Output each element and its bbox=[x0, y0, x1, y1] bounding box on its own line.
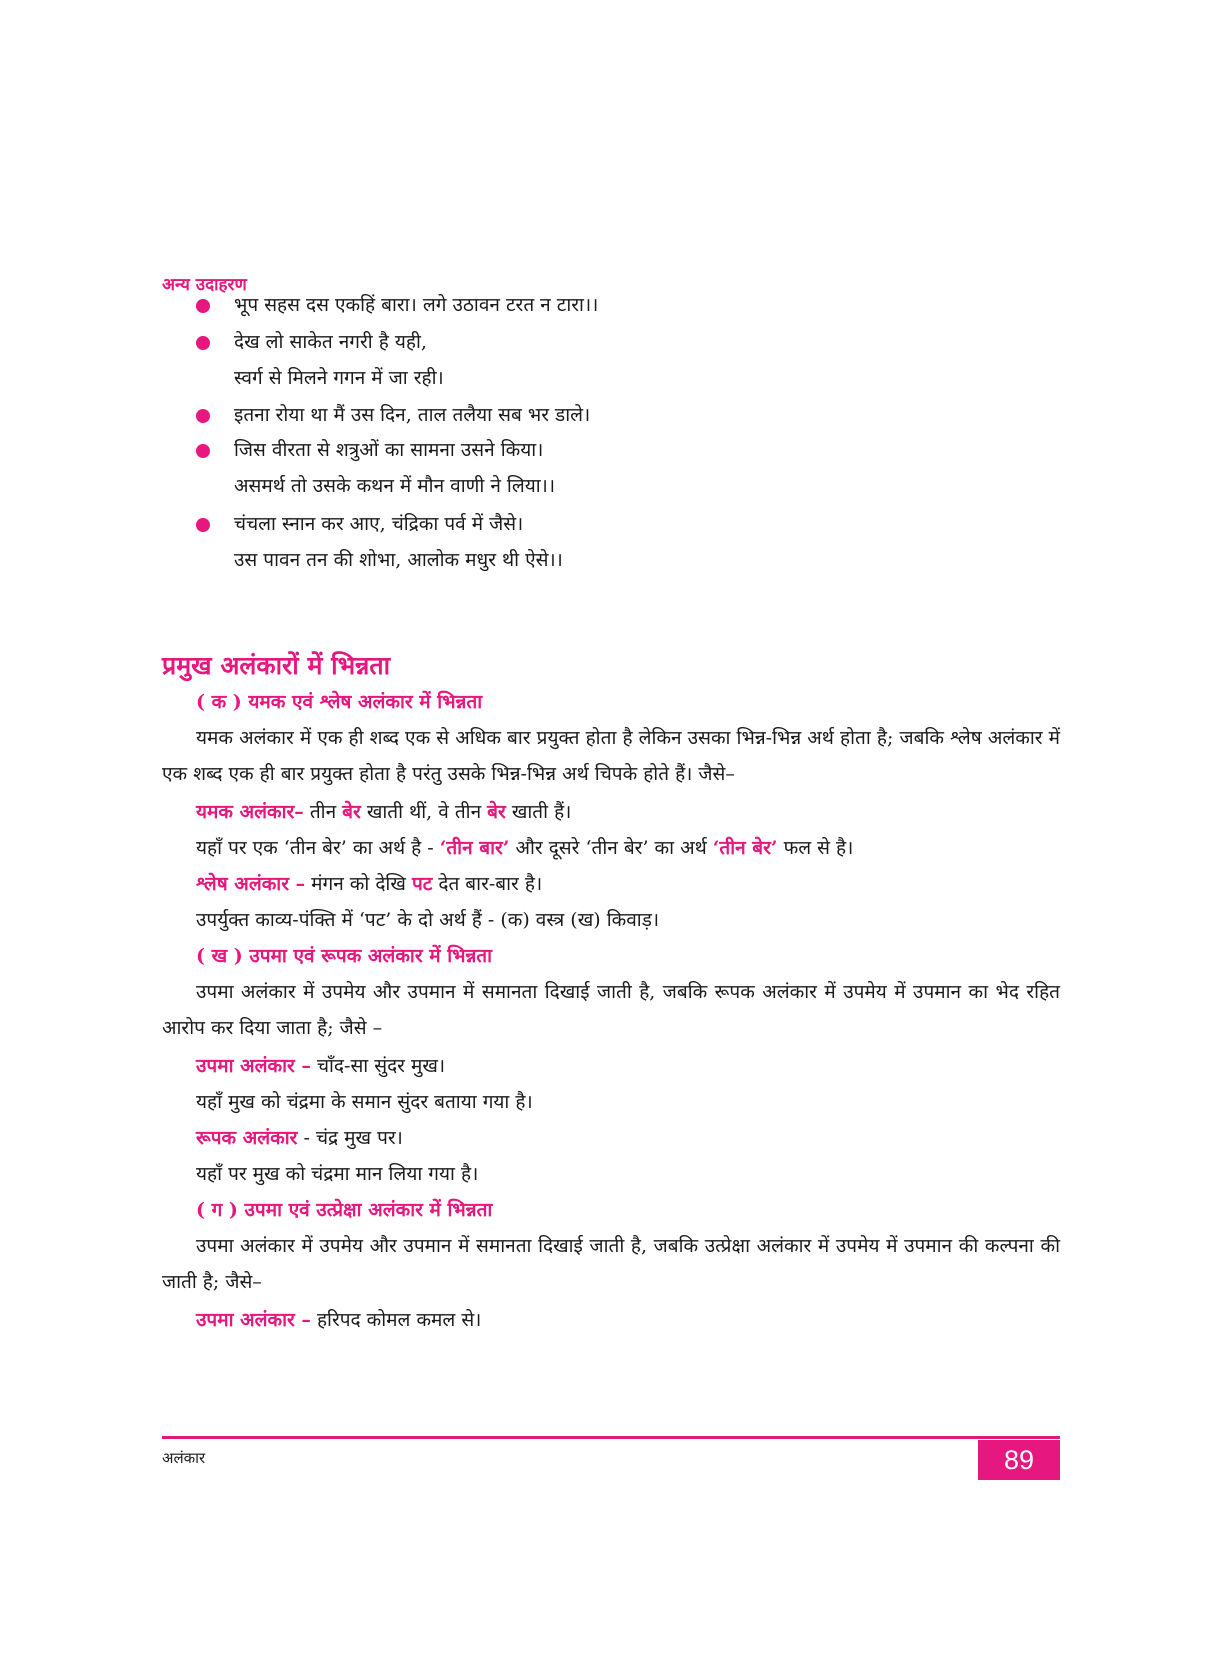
rupak-label: रूपक अलंकार bbox=[196, 1127, 298, 1149]
highlight-term: ‘तीन बेर’ bbox=[712, 837, 778, 859]
rupak-explanation: यहाँ पर मुख को चंद्रमा मान लिया गया है। bbox=[196, 1163, 479, 1185]
yamak-word: बेर bbox=[487, 801, 506, 823]
paragraph-ka: यमक अलंकार में एक ही शब्द एक से अधिक बार प्रयुक्त होता है लेकिन उसका भिन्न-भिन्न अर्थ होता है; जबकि श्लेष अलंकार में एक शब्द एक ही बार प्रयुक्त होता है परंतु उसके भिन्न-भिन्न अर्थ चिपके होते हैं। जैसे– bbox=[162, 727, 1060, 785]
explanation-text: फल से है। bbox=[777, 837, 854, 859]
shlesh-explanation: उपर्युक्त काव्य-पंक्ति में ‘पट’ के दो अर्थ हैं - (क) वस्त्र (ख) किवाड़। bbox=[196, 909, 660, 931]
bullet-dot-icon bbox=[196, 336, 210, 350]
rupak-text: - चंद्र मुख पर। bbox=[297, 1127, 403, 1149]
yamak-text: खाती हैं। bbox=[505, 801, 572, 823]
bullet-dot-icon bbox=[196, 444, 210, 458]
subheading-ka: ( क ) यमक एवं श्लेष अलंकार में भिन्नता bbox=[196, 691, 483, 713]
page-number: 89 bbox=[978, 1440, 1060, 1480]
highlight-term: ‘तीन बार’ bbox=[439, 837, 510, 859]
bullet-dot-icon bbox=[196, 518, 210, 532]
bullet-line: इतना रोया था मैं उस दिन, ताल तलैया सब भर डाले। bbox=[234, 404, 591, 426]
footer-chapter-title: अलंकार bbox=[162, 1449, 206, 1467]
footer-divider bbox=[162, 1436, 1060, 1439]
bullet-line: भूप सहस दस एकहिं बारा। लगे उठावन टरत न टारा।। bbox=[234, 294, 599, 316]
bullet-dot-icon bbox=[196, 409, 210, 423]
rupak-example bbox=[196, 1124, 403, 1150]
shlesh-word: पट bbox=[411, 873, 433, 895]
other-examples-label: अन्य उदाहरण bbox=[162, 275, 247, 295]
upama-example-2 bbox=[196, 1306, 481, 1332]
yamak-explanation bbox=[196, 834, 853, 860]
upama-label: उपमा अलंकार – bbox=[196, 1055, 311, 1077]
yamak-example bbox=[196, 798, 571, 824]
bullet-line: देख लो साकेत नगरी है यही, bbox=[234, 331, 427, 353]
bullet-line: जिस वीरता से शत्रुओं का सामना उसने किया। bbox=[234, 439, 544, 461]
bullet-line: चंचला स्नान कर आए, चंद्रिका पर्व में जैसे। bbox=[234, 513, 524, 535]
upama-label: उपमा अलंकार – bbox=[196, 1309, 311, 1331]
bullet-dot-icon bbox=[196, 299, 210, 313]
upama-text: हरिपद कोमल कमल से। bbox=[310, 1309, 482, 1331]
bullet-line: उस पावन तन की शोभा, आलोक मधुर थी ऐसे।। bbox=[234, 549, 563, 571]
explanation-text: और दूसरे ‘तीन बेर’ का अर्थ bbox=[509, 837, 713, 859]
bullet-line: असमर्थ तो उसके कथन में मौन वाणी ने लिया।। bbox=[234, 475, 556, 497]
shlesh-label: श्लेष अलंकार – bbox=[196, 873, 306, 895]
yamak-text: तीन bbox=[303, 801, 343, 823]
upama-explanation: यहाँ मुख को चंद्रमा के समान सुंदर बताया गया है। bbox=[196, 1091, 533, 1113]
bullet-line: स्वर्ग से मिलने गगन में जा रही। bbox=[234, 367, 444, 389]
yamak-word: बेर bbox=[342, 801, 361, 823]
shlesh-example bbox=[196, 870, 542, 896]
subheading-ga: ( ग ) उपमा एवं उत्प्रेक्षा अलंकार में भिन्नता bbox=[196, 1199, 493, 1221]
upama-text: चाँद-सा सुंदर मुख। bbox=[310, 1055, 446, 1077]
subheading-kha: ( ख ) उपमा एवं रूपक अलंकार में भिन्नता bbox=[196, 945, 493, 967]
yamak-label: यमक अलंकार– bbox=[196, 801, 304, 823]
upama-example bbox=[196, 1052, 445, 1078]
paragraph-ga: उपमा अलंकार में उपमेय और उपमान में समानता दिखाई जाती है, जबकि उत्प्रेक्षा अलंकार में उपमेय में उपमान की कल्पना की जाती है; जैसे– bbox=[162, 1235, 1060, 1293]
shlesh-text: देत बार-बार है। bbox=[432, 873, 543, 895]
shlesh-text: मंगन को देखि bbox=[305, 873, 412, 895]
yamak-text: खाती थीं, वे तीन bbox=[360, 801, 488, 823]
section-heading: प्रमुख अलंकारों में भिन्नता bbox=[162, 651, 391, 680]
paragraph-kha: उपमा अलंकार में उपमेय और उपमान में समानता दिखाई जाती है, जबकि रूपक अलंकार में उपमेय में उपमान का भेद रहित आरोप कर दिया जाता है; जैसे – bbox=[162, 981, 1060, 1039]
explanation-text: यहाँ पर एक ‘तीन बेर’ का अर्थ है - bbox=[196, 837, 440, 859]
